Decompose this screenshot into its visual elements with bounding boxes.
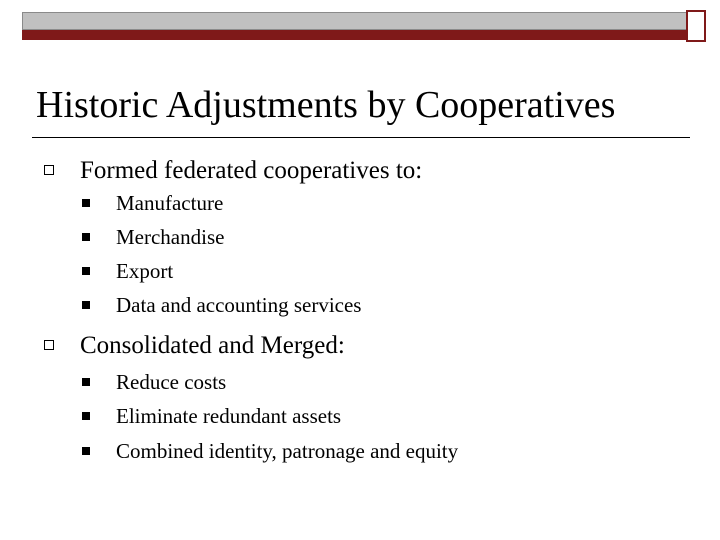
solid-square-bullet-icon [82,199,90,207]
sub-bullet-text: Merchandise [116,225,225,249]
bullet-text: Formed federated cooperatives to: [80,157,423,184]
sub-bullet-text: Manufacture [116,191,224,215]
title-divider [32,137,690,138]
bullet-text: Consolidated and Merged: [80,332,345,359]
sub-bullet-text: Eliminate redundant assets [116,404,342,428]
solid-square-bullet-icon [82,447,90,455]
solid-square-bullet-icon [82,233,90,241]
solid-square-bullet-icon [82,301,90,309]
slide-title: Historic Adjustments by Cooperatives [36,84,616,126]
header-decoration-bar [22,12,688,40]
sub-bullet-text: Data and accounting services [116,293,362,317]
sub-bullet-text: Combined identity, patronage and equity [116,439,459,463]
header-corner-square [686,10,706,42]
sub-bullet-text: Export [116,259,174,283]
solid-square-bullet-icon [82,378,90,386]
solid-square-bullet-icon [82,267,90,275]
hollow-square-bullet-icon [44,165,54,175]
header-maroon-band [22,30,688,40]
hollow-square-bullet-icon [44,340,54,350]
sub-bullet-text: Reduce costs [116,370,227,394]
header-gray-band [22,12,688,30]
solid-square-bullet-icon [82,412,90,420]
